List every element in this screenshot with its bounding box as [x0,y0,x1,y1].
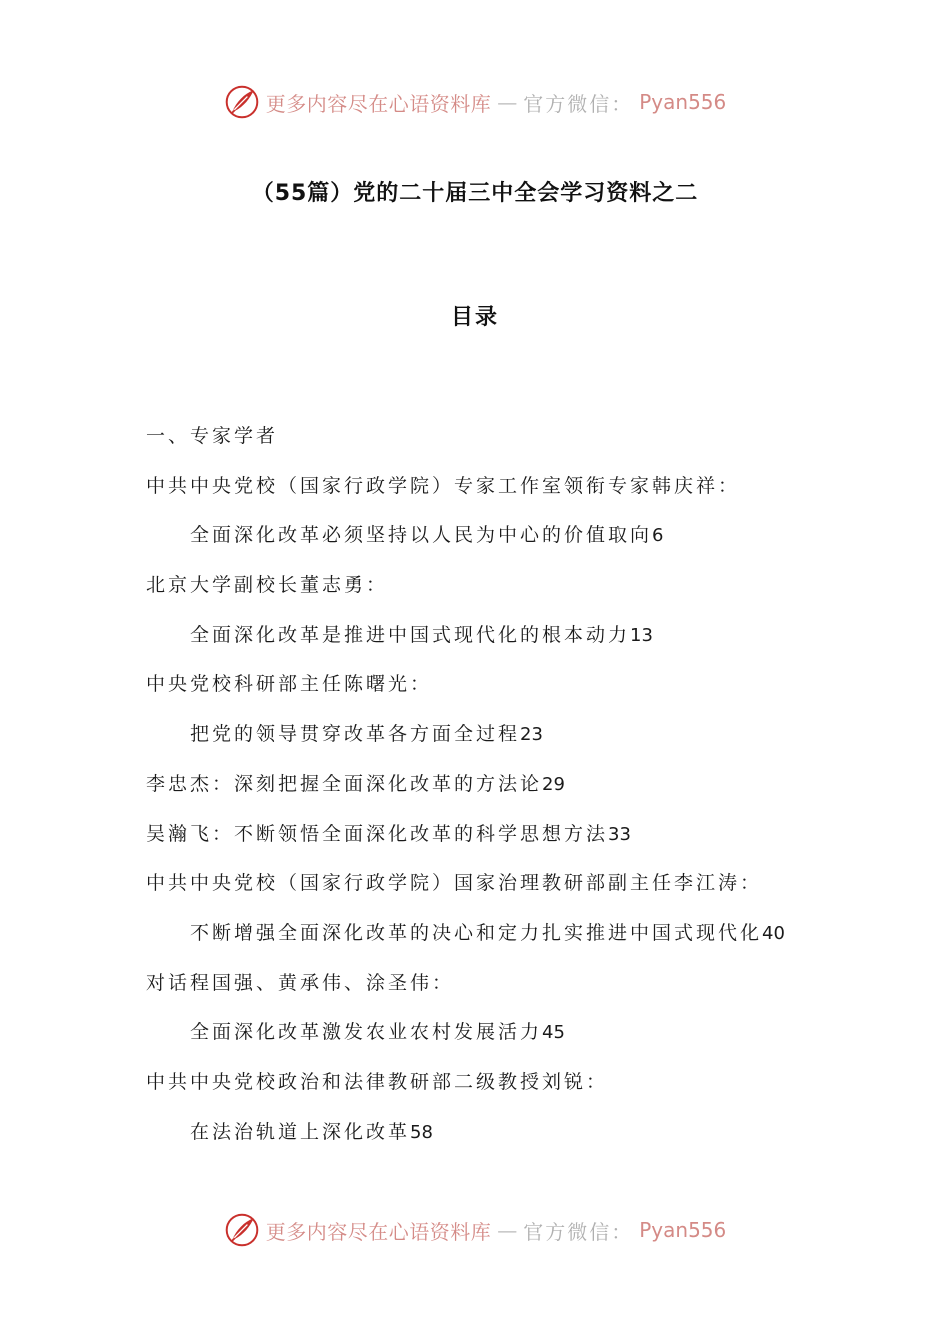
toc-entry [146,814,866,864]
toc-entry-page: 13 [630,624,653,646]
header-banner [0,80,950,124]
toc-entry-page: 58 [410,1121,433,1143]
toc-entry-text: 全面深化改革是推进中国式现代化的根本动力 [190,623,631,646]
toc-entry-text: 在法治轨道上深化改革 [190,1120,411,1143]
toc-entry-text: 对话程国强、黄承伟、涂圣伟： [146,971,455,994]
banner-wechat-id: Pyan556 [639,1218,727,1242]
feather-pen-logo-icon [224,1212,260,1248]
toc-entry [146,1112,866,1162]
toc-entry-text: 中共中央党校（国家行政学院）国家治理教研部副主任李江涛： [146,872,763,895]
toc-entry [146,466,866,516]
toc-entry-text: 吴瀚飞：不断领悟全面深化改革的科学思想方法 [146,822,609,845]
toc-entry-text: 一、专家学者 [146,425,279,447]
toc-entry [146,1062,866,1112]
toc-entry [146,764,866,814]
toc-entry-text: 中共中央党校政治和法律教研部二级教授刘锐： [146,1070,609,1093]
toc-entry-page: 6 [652,525,664,547]
toc-entry-text: 全面深化改革必须坚持以人民为中心的价值取向 [190,524,653,547]
banner-wechat-label: 官方微信： [523,91,634,116]
toc-entry-text: 不断增强全面深化改革的决心和定力扎实推进中国式现代化 [190,921,763,944]
toc-entry [146,515,866,565]
toc-entry-page: 23 [520,724,543,746]
banner-separator: — [497,1218,518,1242]
toc-entry [146,664,866,714]
toc-entry-page: 33 [608,823,631,845]
banner-wechat-label: 官方微信： [523,1219,634,1244]
toc-entry-text: 全面深化改革激发农业农村发展活力 [190,1021,543,1044]
banner-content [224,84,727,120]
toc-entry [146,416,866,466]
toc-entry-text: 北京大学副校长董志勇： [146,574,389,597]
toc-heading: 目录 [450,305,499,330]
toc-entry [146,863,866,913]
table-of-contents [146,416,866,1161]
toc-entry-page: 45 [542,1022,565,1044]
toc-entry-text: 李忠杰：深刻把握全面深化改革的方法论 [146,772,543,795]
banner-text: 更多内容尽在心语资料库 [265,91,492,116]
toc-entry-text: 中央党校科研部主任陈曙光： [146,673,433,696]
banner-text: 更多内容尽在心语资料库 [265,1219,492,1244]
toc-entry-text: 中共中央党校（国家行政学院）专家工作室领衔专家韩庆祥： [146,474,741,497]
banner-content [224,1212,727,1248]
document-title: （55篇）党的二十届三中全会学习资料之二 [251,181,699,206]
toc-entry [146,565,866,615]
toc-entry [146,615,866,665]
toc-entry [146,1012,866,1062]
footer-banner [0,1208,950,1252]
toc-entry-text: 把党的领导贯穿改革各方面全过程 [190,723,521,746]
toc-entry [146,963,866,1013]
banner-wechat-id: Pyan556 [639,90,727,114]
toc-entry [146,714,866,764]
banner-separator: — [497,90,518,114]
toc-entry [146,913,866,963]
feather-pen-logo-icon [224,84,260,120]
toc-entry-page: 29 [542,773,565,795]
toc-entry-page: 40 [762,922,785,944]
